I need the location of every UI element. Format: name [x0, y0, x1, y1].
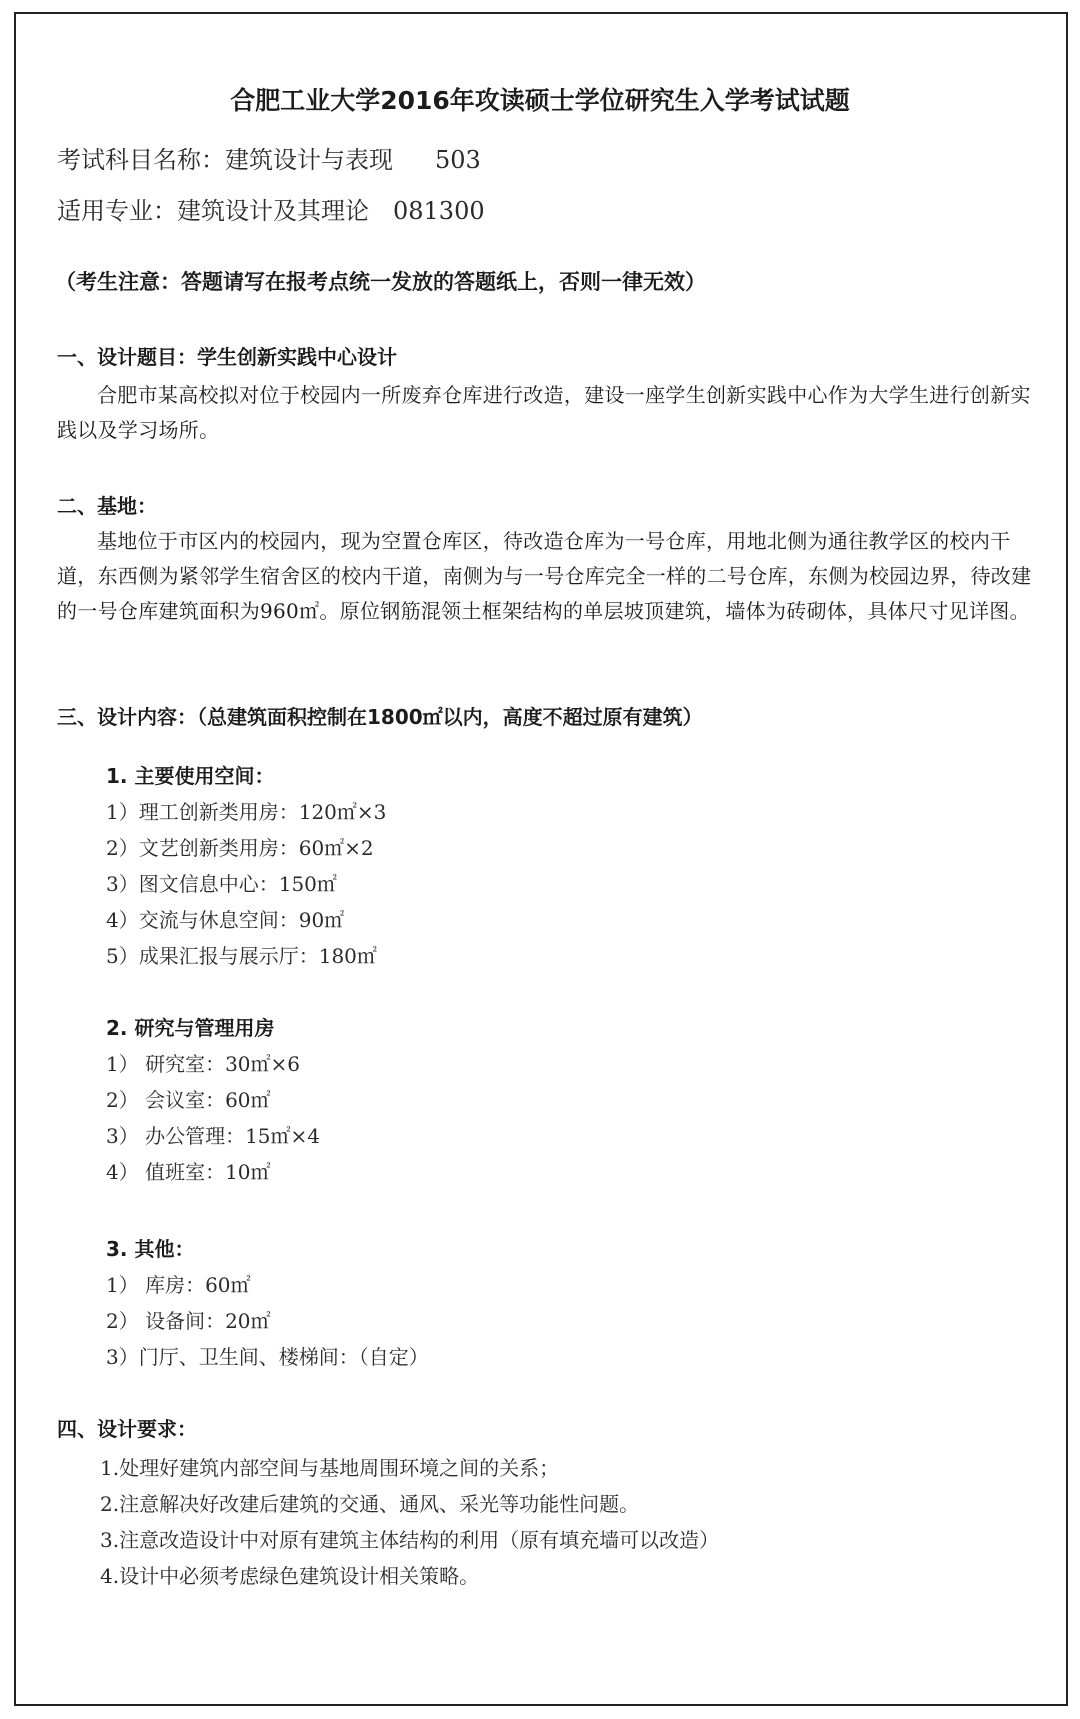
group1-title: 1. 主要使用空间： [106, 764, 275, 788]
list-item: 2） 会议室：60㎡ [106, 1088, 271, 1112]
section2-heading: 二、基地： [57, 494, 157, 518]
list-item: 5）成果汇报与展示厅：180㎡ [106, 944, 377, 968]
section1-heading: 一、设计题目：学生创新实践中心设计 [57, 345, 397, 369]
list-item: 2） 设备间：20㎡ [106, 1309, 271, 1333]
section2-body: 基地位于市区内的校园内，现为空置仓库区，待改造仓库为一号仓库，用地北侧为通往教学区的校内干道，东西侧为紧邻学生宿舍区的校内干道，南侧为与一号仓库完全一样的二号仓库，东侧为校园边界，待改建的一号仓库建筑面积为960㎡。原位钢筋混领土框架结构的单层坡顶建筑，墙体为砖砌体，具体尺寸见详图。 [57, 529, 1032, 623]
candidate-notice: （考生注意：答题请写在报考点统一发放的答题纸上，否则一律无效） [55, 270, 706, 294]
list-item: 4）交流与休息空间：90㎡ [106, 908, 345, 932]
list-item: 1）理工创新类用房：120㎡×3 [106, 800, 387, 824]
section1-body: 合肥市某高校拟对位于校园内一所废弃仓库进行改造，建设一座学生创新实践中心作为大学生进行创新实践以及学习场所。 [57, 383, 1031, 442]
group2-title: 2. 研究与管理用房 [106, 1016, 275, 1040]
major-label: 适用专业：建筑设计及其理论 [57, 197, 369, 225]
major-line [57, 197, 485, 226]
list-item: 3）门厅、卫生间、楼梯间：（自定） [106, 1345, 429, 1369]
major-code: 081300 [393, 197, 485, 225]
section4-heading: 四、设计要求： [57, 1417, 197, 1441]
list-item: 3） 办公管理：15㎡×4 [106, 1124, 321, 1148]
list-item: 4） 值班室：10㎡ [106, 1160, 271, 1184]
list-item: 1） 研究室：30㎡×6 [106, 1052, 301, 1076]
subject-line [57, 146, 481, 175]
list-item: 2）文艺创新类用房：60㎡×2 [106, 836, 374, 860]
requirement-item: 2.注意解决好改建后建筑的交通、通风、采光等功能性问题。 [100, 1492, 640, 1516]
section3-area-note: （总建筑面积控制在1800㎡以内，高度不超过原有建筑） [197, 705, 703, 729]
exam-title: 合肥工业大学2016年攻读硕士学位研究生入学考试试题 [230, 86, 850, 115]
list-item: 3）图文信息中心：150㎡ [106, 872, 337, 896]
subject-label: 考试科目名称：建筑设计与表现 [57, 146, 393, 174]
subject-code: 503 [435, 146, 481, 174]
section3-heading-label: 三、设计内容： [57, 705, 197, 729]
requirement-item: 3.注意改造设计中对原有建筑主体结构的利用（原有填充墙可以改造） [100, 1528, 720, 1552]
requirement-item: 4.设计中必须考虑绿色建筑设计相关策略。 [100, 1564, 480, 1588]
requirement-item: 1.处理好建筑内部空间与基地周围环境之间的关系； [100, 1456, 560, 1480]
section3-heading [57, 705, 703, 729]
list-item: 1） 库房：60㎡ [106, 1273, 251, 1297]
group3-title: 3. 其他： [106, 1237, 195, 1261]
